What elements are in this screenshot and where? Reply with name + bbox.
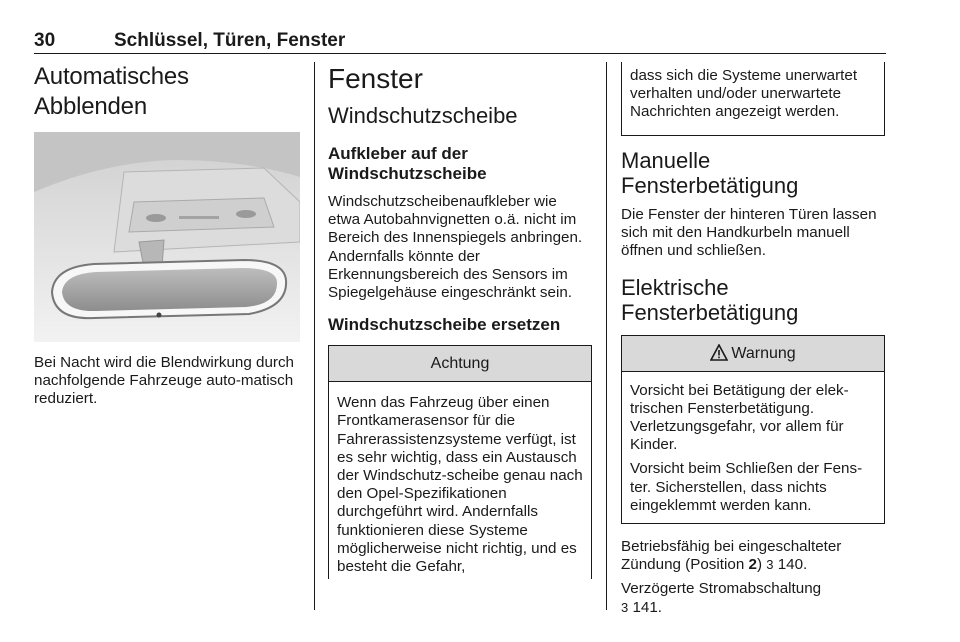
heading-electric-windows: Elektrische Fensterbetätigung — [621, 274, 799, 325]
ignition-text-b: ) — [756, 556, 767, 574]
page-number: 30 — [34, 30, 56, 51]
caution-label: Achtung — [329, 346, 591, 382]
ignition-position: 2 — [748, 556, 757, 574]
page-ref-arrow-icon: 3 — [621, 599, 629, 615]
ignition-text-a: Betriebsfähig bei eingeschalteter Zündung (Position — [621, 538, 842, 574]
warning-text-2: Vorsicht beim Schließen der Fens-ter. Sicherstellen, dass nichts eingeklemmt werden kann. — [630, 460, 863, 514]
heading-replace-windshield: Windschutzscheibe ersetzen — [328, 315, 561, 335]
warning-header — [622, 336, 884, 372]
dimming-text: Bei Nacht wird die Blendwirkung durch nachfolgende Fahrzeuge auto-matisch reduziert. — [34, 354, 295, 408]
warning-box — [621, 335, 885, 524]
column-1 — [34, 62, 300, 409]
caution-continued-text: dass sich die Systeme unerwartet verhalten und/oder unerwartete Nachrichten angezeigt werden. — [630, 67, 858, 121]
warning-triangle-icon — [710, 339, 728, 375]
delay-text — [621, 580, 885, 616]
caution-text: Wenn das Fahrzeug über einen Frontkamerasensor für die Fahrerassistenzsysteme verfügt, ist es sehr wichtig, dass ein Austausch der Windschutz-scheibe genau nach den Opel-Spezifikationen durchgeführt wird. Andernfalls funktionieren diese Systeme möglicherweise nicht richtig, und es besteht die Gefahr, — [337, 394, 583, 576]
delay-page-ref[interactable]: 141. — [628, 598, 663, 616]
page-header — [34, 30, 886, 54]
warning-text-1: Vorsicht bei Betätigung der elek-trischen Fensterbetätigung. Verletzungsgefahr, vor allem für Kinder. — [630, 381, 849, 454]
column-2 — [328, 62, 592, 579]
caution-box-continued — [621, 62, 885, 136]
caution-box — [328, 345, 592, 579]
stickers-text: Windschutzscheibenaufkleber wie etwa Autobahnvignetten o.ä. nicht im Bereich des Innenspiegels anbringen. Andernfalls könnte der Erkennungsbereich des Sensors im Spiegelgehäuse eingeschränkt sein. — [328, 193, 583, 302]
ignition-page-ref[interactable]: 140. — [773, 556, 808, 574]
section-title-dimming: Automatisches Abblenden — [34, 63, 189, 120]
subsection-windshield: Windschutzscheibe — [328, 103, 518, 128]
section-title-windows: Fenster — [328, 63, 423, 94]
column-3 — [621, 62, 885, 617]
ignition-text — [621, 538, 885, 574]
rearview-mirror-photo — [34, 132, 300, 342]
page-ref-arrow-icon: 3 — [766, 557, 774, 573]
warning-label: Warnung — [731, 344, 796, 362]
chapter-title: Schlüssel, Türen, Fenster — [114, 30, 346, 51]
column-divider-2 — [606, 62, 607, 610]
delay-text-label: Verzögerte Stromabschaltung — [621, 580, 822, 598]
heading-manual-windows: Manuelle Fensterbetätigung — [621, 148, 799, 198]
column-divider-1 — [314, 62, 315, 610]
heading-stickers: Aufkleber auf der Windschutzscheibe — [328, 144, 487, 183]
manual-windows-text: Die Fenster der hinteren Türen lassen sich mit den Handkurbeln manuell öffnen und schließen. — [621, 206, 877, 260]
